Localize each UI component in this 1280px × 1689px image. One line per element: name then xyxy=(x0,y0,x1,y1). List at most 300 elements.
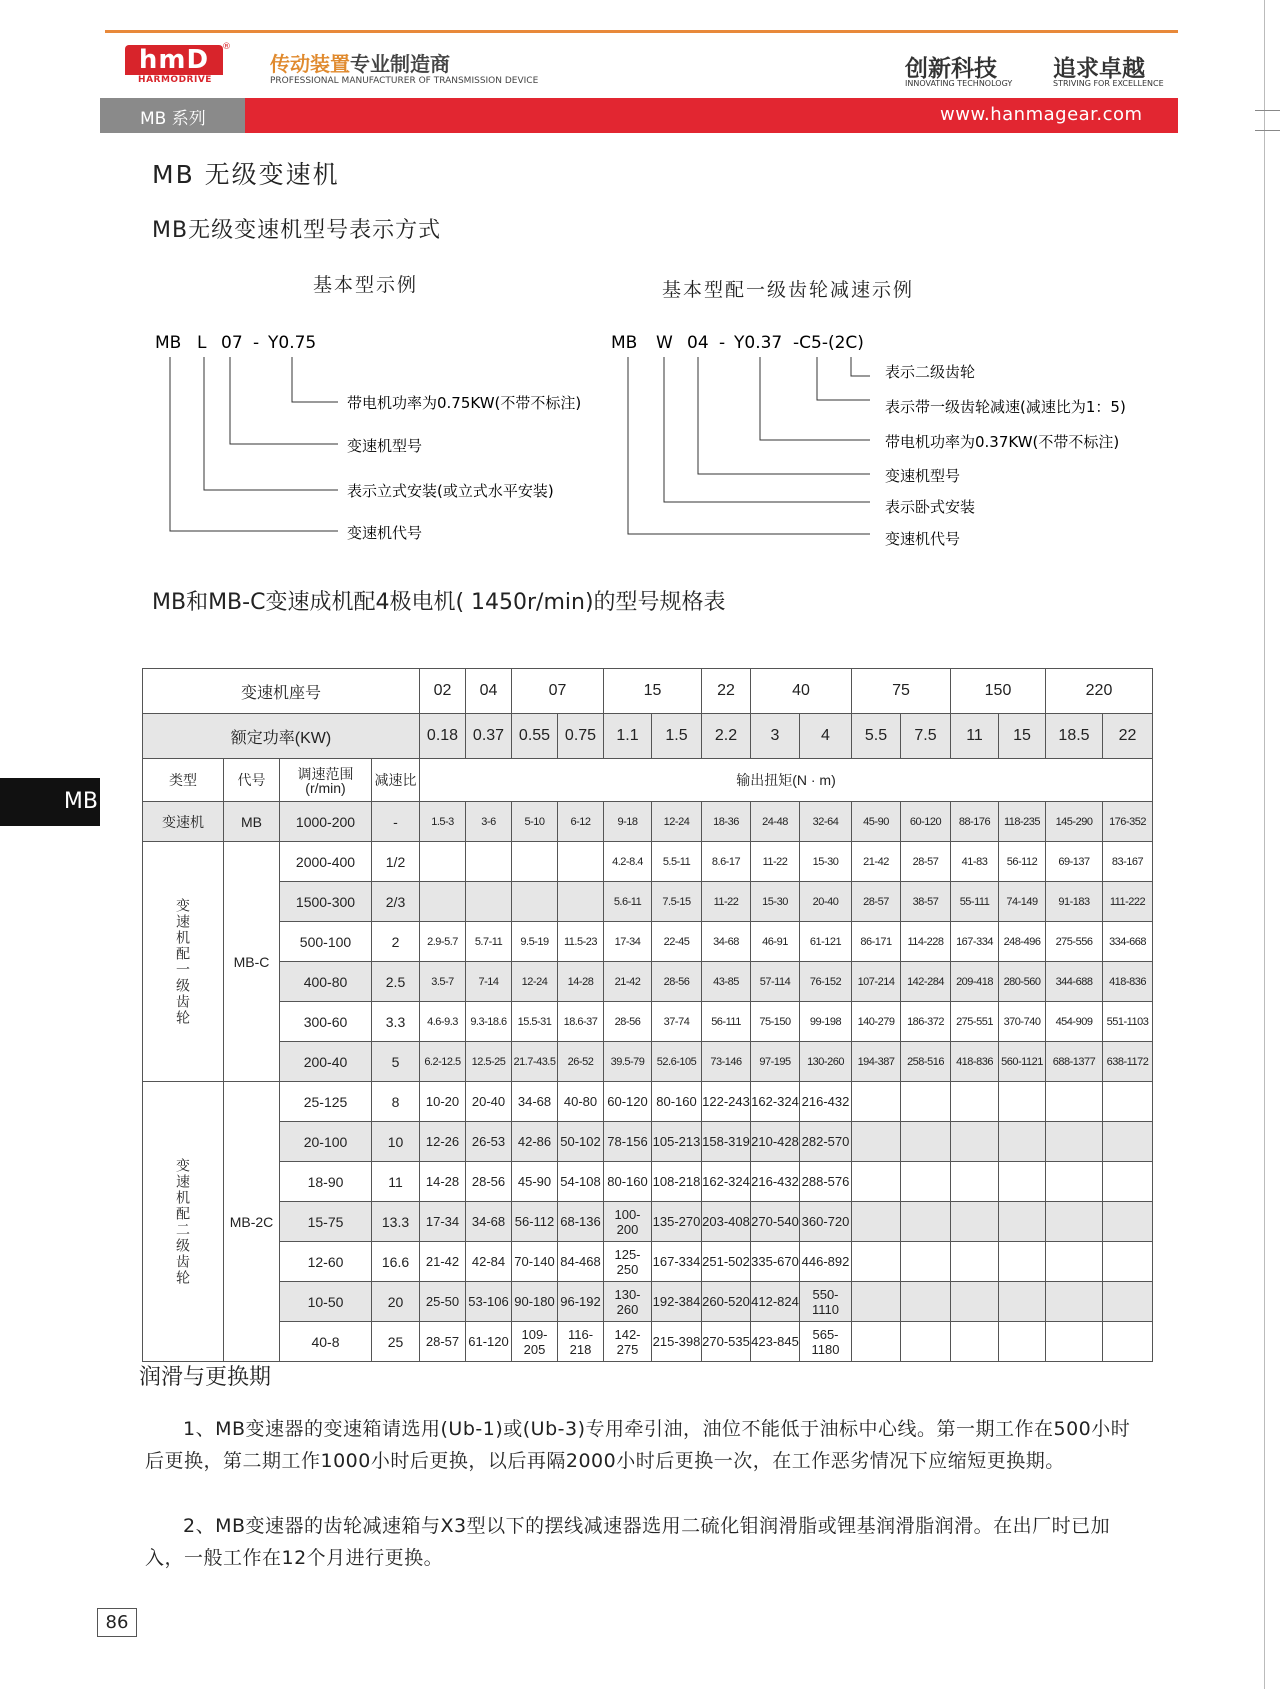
torque-cell xyxy=(951,1122,999,1162)
range-cell: 1000-200 xyxy=(280,802,372,842)
frame-number: 22 xyxy=(702,669,751,714)
frame-label: 变速机座号 xyxy=(143,669,420,714)
group-type-cell: 变速机配二级齿轮 xyxy=(143,1082,224,1362)
ratio-cell: 11 xyxy=(372,1162,420,1202)
side-tab xyxy=(0,778,100,826)
torque-cell: 18.6-37 xyxy=(558,1002,604,1042)
power-value: 4 xyxy=(800,714,852,759)
torque-cell: 145-290 xyxy=(1046,802,1103,842)
torque-cell: 28-57 xyxy=(901,842,951,882)
type-cell: 变速机 xyxy=(143,802,224,842)
torque-cell xyxy=(901,1322,951,1362)
torque-cell: 86-171 xyxy=(852,922,901,962)
torque-cell: 9.5-19 xyxy=(512,922,558,962)
col-type-header: 类型 xyxy=(143,759,224,802)
torque-cell: 100-200 xyxy=(604,1202,652,1242)
torque-cell: 52.6-105 xyxy=(652,1042,702,1082)
power-value: 15 xyxy=(999,714,1046,759)
torque-cell xyxy=(1103,1082,1153,1122)
torque-cell: 70-140 xyxy=(512,1242,558,1282)
torque-cell: 116-218 xyxy=(558,1322,604,1362)
ex1-leader-3 xyxy=(230,357,338,444)
torque-cell xyxy=(852,1322,901,1362)
frame-number: 07 xyxy=(512,669,604,714)
torque-cell: 423-845 xyxy=(751,1322,800,1362)
model-code-diagram xyxy=(0,0,1280,560)
torque-cell: 34-68 xyxy=(512,1082,558,1122)
torque-cell: 28-57 xyxy=(852,882,901,922)
group-code-cell: MB-2C xyxy=(224,1082,280,1362)
lubrication-paragraph-1: 1、MB变速器的变速箱请选用(Ub-1)或(Ub-3)专用牵引油，油位不能低于油标中心线。第一期工作在500小时后更换，第二期工作1000小时后更换，以后再隔2000小时后更换一次，在工作恶劣情况下应缩短更换期。 xyxy=(145,1418,1131,1472)
frame-number: 04 xyxy=(466,669,512,714)
torque-cell: 28-56 xyxy=(466,1162,512,1202)
torque-cell xyxy=(1046,1082,1103,1122)
torque-cell: 209-418 xyxy=(951,962,999,1002)
ex2-code-5: -C5-(2C) xyxy=(793,333,864,353)
section-subtitle: MB无级变速机型号表示方式 xyxy=(152,218,442,243)
ratio-cell: 20 xyxy=(372,1282,420,1322)
torque-cell: 192-384 xyxy=(652,1282,702,1322)
ex2-leader-5 xyxy=(817,357,870,400)
crop-mark xyxy=(1255,110,1280,111)
torque-cell xyxy=(1046,1242,1103,1282)
table-row xyxy=(143,1162,1153,1202)
range-cell: 40-8 xyxy=(280,1322,372,1362)
range-cell: 10-50 xyxy=(280,1282,372,1322)
torque-cell: 75-150 xyxy=(751,1002,800,1042)
torque-cell: 176-352 xyxy=(1103,802,1153,842)
frame-number: 40 xyxy=(751,669,852,714)
torque-cell: 28-56 xyxy=(604,1002,652,1042)
ratio-cell: 1/2 xyxy=(372,842,420,882)
torque-cell: 565-1180 xyxy=(800,1322,852,1362)
ex1-code-2: 07 xyxy=(221,333,243,353)
power-value: 5.5 xyxy=(852,714,901,759)
tagline-cn-a: 传动装置 xyxy=(270,52,350,76)
torque-cell: 60-120 xyxy=(901,802,951,842)
torque-cell xyxy=(901,1242,951,1282)
torque-cell xyxy=(951,1322,999,1362)
range-cell: 18-90 xyxy=(280,1162,372,1202)
torque-cell: 334-668 xyxy=(1103,922,1153,962)
torque-cell: 260-520 xyxy=(702,1282,751,1322)
torque-cell xyxy=(999,1242,1046,1282)
torque-cell: 248-496 xyxy=(999,922,1046,962)
torque-cell: 14-28 xyxy=(558,962,604,1002)
lubrication-paragraph-2: 2、MB变速器的齿轮减速箱与X3型以下的摆线减速器选用二硫化钼润滑脂或锂基润滑脂润滑。在出厂时已加入，一般工作在12个月进行更换。 xyxy=(145,1515,1111,1569)
torque-cell: 142-275 xyxy=(604,1322,652,1362)
torque-cell xyxy=(420,882,466,922)
torque-cell: 97-195 xyxy=(751,1042,800,1082)
torque-cell: 125-250 xyxy=(604,1242,652,1282)
torque-cell: 9.3-18.6 xyxy=(466,1002,512,1042)
col-code-header: 代号 xyxy=(224,759,280,802)
torque-cell: 5.7-11 xyxy=(466,922,512,962)
power-value: 0.37 xyxy=(466,714,512,759)
ex2-code-3: - xyxy=(719,333,726,353)
torque-cell xyxy=(951,1162,999,1202)
torque-cell: 550-1110 xyxy=(800,1282,852,1322)
torque-cell: 50-102 xyxy=(558,1122,604,1162)
power-value: 0.75 xyxy=(558,714,604,759)
torque-cell: 551-1103 xyxy=(1103,1002,1153,1042)
torque-cell: 21-42 xyxy=(420,1242,466,1282)
torque-cell: 203-408 xyxy=(702,1202,751,1242)
page-title: MB 无级变速机 xyxy=(152,160,340,189)
col-range-header xyxy=(280,759,372,802)
torque-cell: 162-324 xyxy=(702,1162,751,1202)
col-range-unit: (r/min) xyxy=(305,780,346,796)
torque-cell: 130-260 xyxy=(800,1042,852,1082)
torque-cell: 638-1172 xyxy=(1103,1042,1153,1082)
range-cell: 1500-300 xyxy=(280,882,372,922)
range-cell: 2000-400 xyxy=(280,842,372,882)
table-row xyxy=(143,1002,1153,1042)
tagline-cn-b: 专业制造商 xyxy=(350,52,450,76)
table-row xyxy=(143,882,1153,922)
tagline-en: PROFESSIONAL MANUFACTURER OF TRANSMISSION DEVICE xyxy=(270,76,539,86)
torque-cell xyxy=(852,1082,901,1122)
frame-number: 150 xyxy=(951,669,1046,714)
torque-cell: 96-192 xyxy=(558,1282,604,1322)
torque-cell: 20-40 xyxy=(466,1082,512,1122)
side-tab-label: MB xyxy=(63,789,98,814)
ratio-cell: 13.3 xyxy=(372,1202,420,1242)
torque-cell: 270-540 xyxy=(751,1202,800,1242)
torque-cell: 15.5-31 xyxy=(512,1002,558,1042)
torque-cell: 418-836 xyxy=(951,1042,999,1082)
power-value: 2.2 xyxy=(702,714,751,759)
torque-cell: 270-535 xyxy=(702,1322,751,1362)
torque-cell: 18-36 xyxy=(702,802,751,842)
torque-cell: 28-56 xyxy=(652,962,702,1002)
group-code-cell: MB-C xyxy=(224,842,280,1082)
frame-row xyxy=(143,669,1153,714)
torque-cell xyxy=(1046,1162,1103,1202)
ratio-cell: - xyxy=(372,802,420,842)
torque-cell xyxy=(999,1122,1046,1162)
ex1-leader-2 xyxy=(204,357,338,490)
torque-cell: 6-12 xyxy=(558,802,604,842)
torque-cell: 39.5-79 xyxy=(604,1042,652,1082)
ex1-code-3: - xyxy=(253,333,260,353)
ex2-code-0: MB xyxy=(611,333,638,353)
torque-cell: 4.6-9.3 xyxy=(420,1002,466,1042)
ex2-leader-2 xyxy=(664,357,870,502)
torque-cell xyxy=(951,1242,999,1282)
slogan-innovating: 创新科技 xyxy=(905,55,997,82)
ratio-cell: 5 xyxy=(372,1042,420,1082)
torque-cell: 5-10 xyxy=(512,802,558,842)
torque-cell: 142-284 xyxy=(901,962,951,1002)
torque-cell: 34-68 xyxy=(702,922,751,962)
torque-cell xyxy=(901,1162,951,1202)
torque-cell: 258-516 xyxy=(901,1042,951,1082)
torque-cell xyxy=(852,1162,901,1202)
column-header-row xyxy=(143,759,1153,802)
torque-cell xyxy=(951,1202,999,1242)
torque-cell: 21.7-43.5 xyxy=(512,1042,558,1082)
torque-cell: 216-432 xyxy=(800,1082,852,1122)
torque-cell xyxy=(1103,1162,1153,1202)
torque-cell: 194-387 xyxy=(852,1042,901,1082)
torque-cell: 55-111 xyxy=(951,882,999,922)
ex2-label-1: 表示带一级齿轮减速(减速比为1：5) xyxy=(885,398,1126,416)
torque-cell: 24-48 xyxy=(751,802,800,842)
table-row xyxy=(143,802,1153,842)
torque-cell: 8.6-17 xyxy=(702,842,751,882)
ex1-code-0: MB xyxy=(155,333,182,353)
torque-cell: 5.5-11 xyxy=(652,842,702,882)
torque-cell: 88-176 xyxy=(951,802,999,842)
torque-cell: 34-68 xyxy=(466,1202,512,1242)
ex2-code-2: 04 xyxy=(687,333,709,353)
lubrication-heading: 润滑与更换期 xyxy=(139,1365,272,1390)
registered-mark: ® xyxy=(222,42,231,52)
torque-cell: 7-14 xyxy=(466,962,512,1002)
ex2-leader-4 xyxy=(760,357,870,440)
power-value: 18.5 xyxy=(1046,714,1103,759)
torque-cell: 17-34 xyxy=(604,922,652,962)
torque-cell: 42-84 xyxy=(466,1242,512,1282)
torque-cell: 68-136 xyxy=(558,1202,604,1242)
range-cell: 300-60 xyxy=(280,1002,372,1042)
torque-cell: 80-160 xyxy=(652,1082,702,1122)
ex2-code-4: Y0.37 xyxy=(734,333,783,353)
torque-cell: 1.5-3 xyxy=(420,802,466,842)
ex1-label-0: 带电机功率为0.75KW(不带不标注) xyxy=(347,394,582,412)
torque-cell: 99-198 xyxy=(800,1002,852,1042)
frame-number: 15 xyxy=(604,669,702,714)
torque-cell: 28-57 xyxy=(420,1322,466,1362)
torque-cell xyxy=(999,1282,1046,1322)
table-row xyxy=(143,1082,1153,1122)
code-cell: MB xyxy=(224,802,280,842)
torque-cell: 20-40 xyxy=(800,882,852,922)
ex1-label-3: 变速机代号 xyxy=(347,524,423,542)
power-row xyxy=(143,714,1153,759)
ex1-code-4: Y0.75 xyxy=(268,333,317,353)
torque-cell: 370-740 xyxy=(999,1002,1046,1042)
torque-cell: 135-270 xyxy=(652,1202,702,1242)
torque-cell xyxy=(852,1202,901,1242)
torque-cell: 4.2-8.4 xyxy=(604,842,652,882)
range-cell: 20-100 xyxy=(280,1122,372,1162)
slogan-striving-en: STRIVING FOR EXCELLENCE xyxy=(1053,79,1164,88)
torque-cell: 360-720 xyxy=(800,1202,852,1242)
torque-cell: 109-205 xyxy=(512,1322,558,1362)
ratio-cell: 2/3 xyxy=(372,882,420,922)
ex2-label-2: 带电机功率为0.37KW(不带不标注) xyxy=(885,433,1120,451)
torque-cell: 6.2-12.5 xyxy=(420,1042,466,1082)
torque-cell: 21-42 xyxy=(852,842,901,882)
slogan-striving: 追求卓越 xyxy=(1053,55,1145,82)
ratio-cell: 8 xyxy=(372,1082,420,1122)
torque-cell: 61-121 xyxy=(800,922,852,962)
ratio-cell: 25 xyxy=(372,1322,420,1362)
page-number: 86 xyxy=(97,1608,137,1637)
torque-cell: 122-243 xyxy=(702,1082,751,1122)
torque-cell: 57-114 xyxy=(751,962,800,1002)
range-cell: 25-125 xyxy=(280,1082,372,1122)
logo-subtext: HARMODRIVE xyxy=(138,75,212,85)
torque-cell xyxy=(999,1202,1046,1242)
torque-cell xyxy=(1103,1282,1153,1322)
table-row xyxy=(143,1282,1153,1322)
power-value: 0.18 xyxy=(420,714,466,759)
torque-cell: 12-26 xyxy=(420,1122,466,1162)
torque-cell: 45-90 xyxy=(512,1162,558,1202)
torque-cell xyxy=(901,1282,951,1322)
torque-cell: 7.5-15 xyxy=(652,882,702,922)
torque-cell: 78-156 xyxy=(604,1122,652,1162)
ratio-cell: 2.5 xyxy=(372,962,420,1002)
torque-cell xyxy=(852,1122,901,1162)
power-value: 3 xyxy=(751,714,800,759)
torque-cell xyxy=(852,1242,901,1282)
torque-cell: 73-146 xyxy=(702,1042,751,1082)
frame-number: 75 xyxy=(852,669,951,714)
torque-cell: 335-670 xyxy=(751,1242,800,1282)
torque-cell: 210-428 xyxy=(751,1122,800,1162)
torque-cell xyxy=(1046,1322,1103,1362)
ex2-label-5: 变速机代号 xyxy=(885,530,961,548)
ex2-label-3: 变速机型号 xyxy=(885,467,961,485)
torque-cell: 114-228 xyxy=(901,922,951,962)
torque-cell: 26-53 xyxy=(466,1122,512,1162)
torque-cell: 26-52 xyxy=(558,1042,604,1082)
torque-cell: 42-86 xyxy=(512,1122,558,1162)
table-row xyxy=(143,962,1153,1002)
torque-cell: 130-260 xyxy=(604,1282,652,1322)
torque-cell: 60-120 xyxy=(604,1082,652,1122)
table-row xyxy=(143,842,1153,882)
torque-cell xyxy=(512,842,558,882)
torque-cell: 108-218 xyxy=(652,1162,702,1202)
range-cell: 15-75 xyxy=(280,1202,372,1242)
torque-cell: 15-30 xyxy=(800,842,852,882)
torque-cell: 446-892 xyxy=(800,1242,852,1282)
torque-cell xyxy=(951,1082,999,1122)
torque-cell: 56-112 xyxy=(999,842,1046,882)
range-cell: 500-100 xyxy=(280,922,372,962)
torque-cell: 158-319 xyxy=(702,1122,751,1162)
group-type-cell: 变速机配一级齿轮 xyxy=(143,842,224,1082)
torque-cell: 37-74 xyxy=(652,1002,702,1042)
example2-heading: 基本型配一级齿轮减速示例 xyxy=(662,279,915,301)
torque-cell: 5.6-11 xyxy=(604,882,652,922)
torque-cell: 90-180 xyxy=(512,1282,558,1322)
torque-cell: 41-83 xyxy=(951,842,999,882)
torque-cell: 84-468 xyxy=(558,1242,604,1282)
table-title: MB和MB-C变速成机配4极电机( 1450r/min)的型号规格表 xyxy=(152,590,726,615)
torque-cell xyxy=(901,1082,951,1122)
spec-table xyxy=(142,668,1153,1362)
torque-cell: 14-28 xyxy=(420,1162,466,1202)
torque-cell: 2.9-5.7 xyxy=(420,922,466,962)
torque-cell: 56-111 xyxy=(702,1002,751,1042)
torque-cell: 69-137 xyxy=(1046,842,1103,882)
col-ratio-header: 减速比 xyxy=(372,759,420,802)
torque-cell: 46-91 xyxy=(751,922,800,962)
torque-cell: 107-214 xyxy=(852,962,901,1002)
table-row xyxy=(143,1122,1153,1162)
torque-cell xyxy=(999,1322,1046,1362)
table-row xyxy=(143,1202,1153,1242)
torque-cell: 12-24 xyxy=(652,802,702,842)
power-value: 11 xyxy=(951,714,999,759)
torque-cell: 111-222 xyxy=(1103,882,1153,922)
power-value: 0.55 xyxy=(512,714,558,759)
range-cell: 400-80 xyxy=(280,962,372,1002)
torque-cell xyxy=(999,1082,1046,1122)
slogan-innovating-en: INNOVATING TECHNOLOGY xyxy=(905,79,1013,88)
torque-cell: 186-372 xyxy=(901,1002,951,1042)
torque-cell xyxy=(420,842,466,882)
ratio-cell: 3.3 xyxy=(372,1002,420,1042)
torque-cell: 83-167 xyxy=(1103,842,1153,882)
torque-cell: 9-18 xyxy=(604,802,652,842)
torque-cell: 32-64 xyxy=(800,802,852,842)
torque-cell: 21-42 xyxy=(604,962,652,1002)
col-torque-header: 输出扭矩(N · m) xyxy=(420,759,1153,802)
torque-cell: 76-152 xyxy=(800,962,852,1002)
ex2-leader-6 xyxy=(851,357,870,376)
torque-cell: 15-30 xyxy=(751,882,800,922)
torque-cell: 216-432 xyxy=(751,1162,800,1202)
ex2-label-4: 表示卧式安装 xyxy=(885,498,976,516)
crop-mark xyxy=(1255,130,1280,131)
logo-mark: hmD xyxy=(125,45,223,75)
torque-cell: 3.5-7 xyxy=(420,962,466,1002)
torque-cell: 418-836 xyxy=(1103,962,1153,1002)
frame-number: 02 xyxy=(420,669,466,714)
torque-cell xyxy=(466,842,512,882)
torque-cell: 105-213 xyxy=(652,1122,702,1162)
torque-cell: 12-24 xyxy=(512,962,558,1002)
torque-cell xyxy=(901,1122,951,1162)
torque-cell: 54-108 xyxy=(558,1162,604,1202)
torque-cell: 282-570 xyxy=(800,1122,852,1162)
torque-cell: 91-183 xyxy=(1046,882,1103,922)
torque-cell: 80-160 xyxy=(604,1162,652,1202)
table-row xyxy=(143,1042,1153,1082)
torque-cell: 11-22 xyxy=(702,882,751,922)
torque-cell: 162-324 xyxy=(751,1082,800,1122)
ex1-label-2: 表示立式安装(或立式水平安装) xyxy=(347,482,554,500)
ratio-cell: 10 xyxy=(372,1122,420,1162)
torque-cell: 38-57 xyxy=(901,882,951,922)
ratio-cell: 16.6 xyxy=(372,1242,420,1282)
torque-cell: 3-6 xyxy=(466,802,512,842)
ex1-code-1: L xyxy=(197,333,207,353)
torque-cell xyxy=(951,1282,999,1322)
torque-cell: 412-824 xyxy=(751,1282,800,1322)
torque-cell: 17-34 xyxy=(420,1202,466,1242)
torque-cell: 288-576 xyxy=(800,1162,852,1202)
torque-cell: 61-120 xyxy=(466,1322,512,1362)
torque-cell xyxy=(1103,1202,1153,1242)
torque-cell xyxy=(999,1162,1046,1202)
ex2-code-1: W xyxy=(656,333,673,353)
power-label: 额定功率(KW) xyxy=(143,714,420,759)
ex2-label-0: 表示二级齿轮 xyxy=(885,363,976,381)
power-value: 7.5 xyxy=(901,714,951,759)
range-cell: 200-40 xyxy=(280,1042,372,1082)
torque-cell: 25-50 xyxy=(420,1282,466,1322)
torque-cell: 22-45 xyxy=(652,922,702,962)
torque-cell xyxy=(1046,1282,1103,1322)
